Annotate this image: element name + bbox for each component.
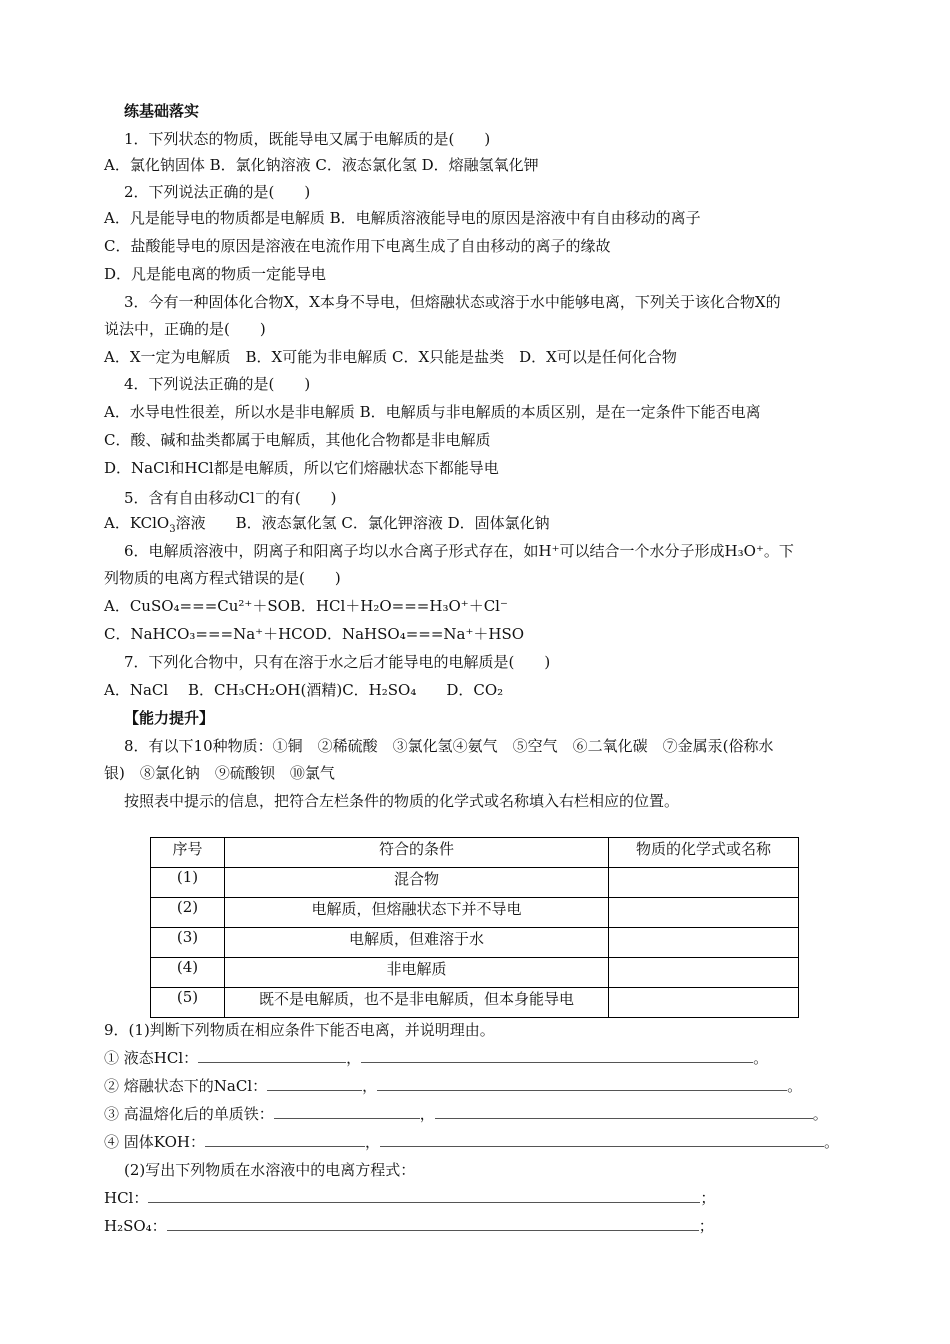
question-9-item-4: ④ 固体KOH： ， 。 — [104, 1133, 839, 1151]
answer-blank[interactable] — [380, 1132, 824, 1147]
question-2-option-c: C．盐酸能导电的原因是溶液在电流作用下电离生成了自由移动的离子的缘故 — [104, 237, 611, 255]
section-title-advanced: 【能力提升】 — [124, 709, 215, 727]
question-8-instruction: 按照表中提示的信息，把符合左栏条件的物质的化学式或名称填入右栏相应的位置。 — [124, 792, 680, 810]
table-cell-answer-blank[interactable] — [609, 958, 799, 988]
question-8-stem-cont: 银) ⑧氯化钠 ⑨硫酸钡 ⑩氯气 — [104, 764, 335, 782]
question-4-stem: 4．下列说法正确的是( ) — [124, 375, 311, 393]
question-2-stem: 2．下列说法正确的是( ) — [124, 183, 311, 201]
question-3-stem-cont: 说法中，正确的是( ) — [104, 320, 266, 338]
table-cell-answer-blank[interactable] — [609, 898, 799, 928]
table-cell-condition: 非电解质 — [225, 958, 609, 988]
table-cell-condition: 电解质，但难溶于水 — [225, 928, 609, 958]
question-4-option-c: C．酸、碱和盐类都属于电解质，其他化合物都是非电解质 — [104, 431, 491, 449]
answer-blank[interactable] — [205, 1132, 365, 1147]
table-cell-index: (3) — [151, 928, 225, 958]
table-header-condition: 符合的条件 — [225, 838, 609, 868]
question-9-item-2: ② 熔融状态下的NaCl： ， 。 — [104, 1077, 803, 1095]
question-9-equation-2: H₂SO₄： ； — [104, 1217, 714, 1235]
question-6-stem: 6．电解质溶液中，阴离子和阳离子均以水合离子形式存在，如H⁺可以结合一个水分子形成H₃O⁺。下 — [124, 542, 794, 560]
question-9-part2-stem: (2)写出下列物质在水溶液中的电离方程式： — [124, 1161, 416, 1179]
table-row — [151, 868, 799, 898]
question-9-item-1: ① 液态HCl： ， 。 — [104, 1049, 769, 1067]
question-6-stem-cont: 列物质的电离方程式错误的是( ) — [104, 569, 341, 587]
question-6-option-cd: C．NaHCO₃===Na⁺＋HCOD．NaHSO₄===Na⁺＋HSO — [104, 625, 525, 643]
answer-blank[interactable] — [267, 1076, 362, 1091]
table-row — [151, 898, 799, 928]
question-9-equation-1: HCl： ； — [104, 1189, 716, 1207]
answer-blank[interactable] — [377, 1076, 787, 1091]
answer-blank[interactable] — [198, 1048, 346, 1063]
answer-blank[interactable] — [167, 1216, 699, 1231]
table-cell-condition: 电解质，但熔融状态下并不导电 — [225, 898, 609, 928]
question-3-options: A．X一定为电解质 B．X可能为非电解质 C．X只能是盐类 D．X可以是任何化合物 — [104, 348, 677, 366]
table-cell-index: (4) — [151, 958, 225, 988]
table-cell-answer-blank[interactable] — [609, 868, 799, 898]
table-cell-condition: 既不是电解质，也不是非电解质，但本身能导电 — [225, 988, 609, 1018]
answer-table — [150, 837, 799, 1018]
table-cell-index: (2) — [151, 898, 225, 928]
question-4-option-ab: A．水导电性很差，所以水是非电解质 B．电解质与非电解质的本质区别，是在一定条件下能否电离 — [104, 403, 761, 421]
question-1-options: A．氯化钠固体 B．氯化钠溶液 C．液态氯化氢 D．熔融氢氧化钾 — [104, 156, 539, 174]
section-title-basic: 练基础落实 — [124, 102, 200, 120]
question-7-options: A．NaCl B．CH₃CH₂OH(酒精)C．H₂SO₄ D．CO₂ — [104, 681, 504, 699]
question-4-option-d: D．NaCl和HCl都是电解质，所以它们熔融状态下都能导电 — [104, 459, 499, 477]
table-cell-index: (1) — [151, 868, 225, 898]
table-header-answer: 物质的化学式或名称 — [609, 838, 799, 868]
table-cell-index: (5) — [151, 988, 225, 1018]
question-9-item-3: ③ 高温熔化后的单质铁： ， 。 — [104, 1105, 828, 1123]
question-5-options: A．KClO$_3$溶液 B．液态氯化氢 C．氯化钾溶液 D．固体氯化钠 — [104, 514, 550, 535]
question-1-stem: 1．下列状态的物质，既能导电又属于电解质的是( ) — [124, 130, 491, 148]
answer-blank[interactable] — [361, 1048, 753, 1063]
question-8-stem: 8．有以下10种物质：①铜 ②稀硫酸 ③氯化氢④氨气 ⑤空气 ⑥二氧化碳 ⑦金属汞(俗称水 — [124, 737, 774, 755]
question-3-stem: 3．今有一种固体化合物X，X本身不导电，但熔融状态或溶于水中能够电离，下列关于该化合物X的 — [124, 293, 781, 311]
question-7-stem: 7．下列化合物中，只有在溶于水之后才能导电的电解质是( ) — [124, 653, 551, 671]
table-row — [151, 958, 799, 988]
table-row — [151, 928, 799, 958]
question-5-stem: 5．含有自由移动Cl－的有( ) — [124, 489, 337, 507]
table-header-index: 序号 — [151, 838, 225, 868]
table-cell-answer-blank[interactable] — [609, 988, 799, 1018]
question-9-part1-stem: 9．(1)判断下列物质在相应条件下能否电离，并说明理由。 — [104, 1021, 495, 1039]
table-row — [151, 988, 799, 1018]
answer-blank[interactable] — [274, 1104, 420, 1119]
table-cell-answer-blank[interactable] — [609, 928, 799, 958]
question-2-option-ab: A．凡是能导电的物质都是电解质 B．电解质溶液能导电的原因是溶液中有自由移动的离子 — [104, 209, 701, 227]
question-2-option-d: D．凡是能电离的物质一定能导电 — [104, 265, 327, 283]
question-6-option-ab: A．CuSO₄===Cu²⁺＋SOB．HCl＋H₂O===H₃O⁺＋Cl⁻ — [104, 597, 508, 615]
table-header-row — [151, 838, 799, 868]
answer-blank[interactable] — [435, 1104, 813, 1119]
table-cell-condition: 混合物 — [225, 868, 609, 898]
answer-blank[interactable] — [148, 1188, 700, 1203]
